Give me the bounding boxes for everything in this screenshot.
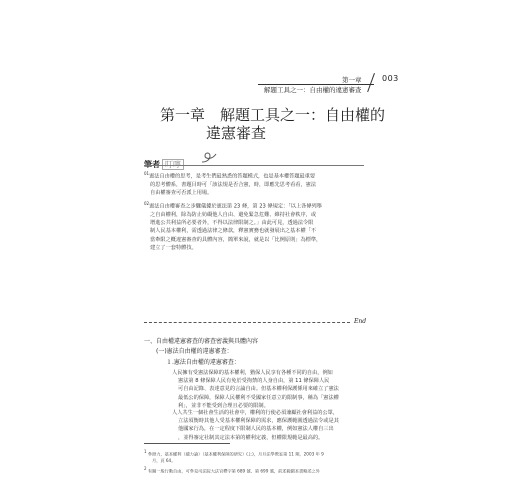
chapter-title-line1: 第一章 解題工具之一：自由權的 <box>160 106 386 124</box>
para-line: 之自由權利，除為防止妨礙他人自由、避免緊急危難、維持社會秩序，或 <box>150 211 317 218</box>
swirl-icon <box>200 150 218 164</box>
running-title: 解題工具之一：自由權的違憲審查 <box>264 86 362 94</box>
body-line: 利」，並非不能受到合理且必要的限制。 <box>178 402 269 409</box>
footnote-line: 參照力，基本權利（總力論）（基本權利保障的研究）(上)，月旦法學教室第 11 期，2003 年 9 <box>147 451 324 457</box>
footnote-1 <box>144 449 380 464</box>
end-dash <box>144 322 350 323</box>
para-line: 當牽限之概違憲審查的具體內容，簡單來說，就是以「比例原則」為標準， <box>150 236 322 243</box>
running-header <box>258 74 408 96</box>
body-line: ，並得審定社制其定法本第的權利定義，但權限規範是最高的。 <box>178 434 324 441</box>
body-line: 最低公的保障，保障人民權利不受國家任意立的限制事，稱為「憲法權 <box>178 394 339 401</box>
body-line: 他國家行為，在一定程度下限制人民的基本權，例如憲法人權自三出 <box>178 426 334 433</box>
body-line: 可自由記錄、表達意見的言論自由。但基本權利保護係用來確立了憲法 <box>178 386 339 393</box>
body-paragraph-2 <box>172 409 386 442</box>
footnote-rule <box>144 443 230 444</box>
footnote-2 <box>144 466 380 475</box>
footnote-line: 月，頁 64。 <box>152 457 176 463</box>
author-note-header <box>144 152 184 169</box>
chapter-title-line2: 違憲審查 <box>206 124 267 142</box>
para-line: 制人民基本權利，需透過法律之條款，釋憲實務也就發展出之基本權「不 <box>150 228 317 235</box>
note-paragraph-1 <box>144 170 380 197</box>
section-heading-1: 一、自由權違憲審查的審查密義與具體內容 <box>144 338 259 345</box>
footnote-marker: 1 <box>144 449 147 454</box>
note-paragraph-2 <box>144 200 380 252</box>
chapter-title <box>160 106 385 142</box>
body-line: 人人共生一個社會生活的社會中，權利的行使必須兼顧社會利益的公眾， <box>172 410 339 416</box>
end-marker <box>144 318 380 328</box>
para-line: 建立了一套特體技。 <box>150 244 197 251</box>
end-text: End <box>354 318 367 325</box>
section-heading-2: (一)憲法自由權的違憲審查： <box>156 348 233 355</box>
para-marker: 01 <box>144 171 150 176</box>
para-line: 憲法自由權的思考，是考生們最熟悉的答題模式，也是基本權答題最重要 <box>149 173 316 180</box>
author-note-label2: 叮嚀 <box>162 159 184 170</box>
body-line: 人民擁有受憲法保障的基本權利，猶保人民享有各種不同的自由，例如 <box>172 370 333 376</box>
para-marker: 02 <box>144 201 150 206</box>
para-line: 自由權審查可否派上用場。 <box>150 190 213 197</box>
para-line: 增進公共利益所必要者外，不得以法律限制之。」由此可見，透過法令限 <box>150 220 314 227</box>
author-note-label: 筆者 <box>144 160 160 169</box>
author-note-rule <box>144 165 364 166</box>
para-line: 的思考體系，書題目時可「該法規是否合憲，時，即應先思考看看，憲法 <box>150 181 317 188</box>
section-heading-3: １.憲法自由權的違憲審查： <box>166 359 240 366</box>
header-slash <box>367 73 375 92</box>
body-line: 立法須衡時其他人受基本權利保障的需求，應保護範圍透過法令或是其 <box>178 418 339 425</box>
para-line: 憲法自由權審查之步驟儀據於憲法第 23 條，第 23 條規定：「以上各條列舉 <box>149 203 322 210</box>
body-paragraph-1 <box>172 369 386 410</box>
body-line: 憲法第 8 條保障人民有免於受拘禁的人身自由，第 11 條保障人民 <box>178 378 330 385</box>
running-chapter: 第一章 <box>342 76 362 84</box>
page-number: 003 <box>382 74 399 83</box>
footnote-line: 有關一般行動自由，可參見司法院大法官釋字第 689 號、第 699 號，前述範圍本書略述之外 <box>147 468 320 474</box>
footnote-marker: 2 <box>144 466 147 471</box>
